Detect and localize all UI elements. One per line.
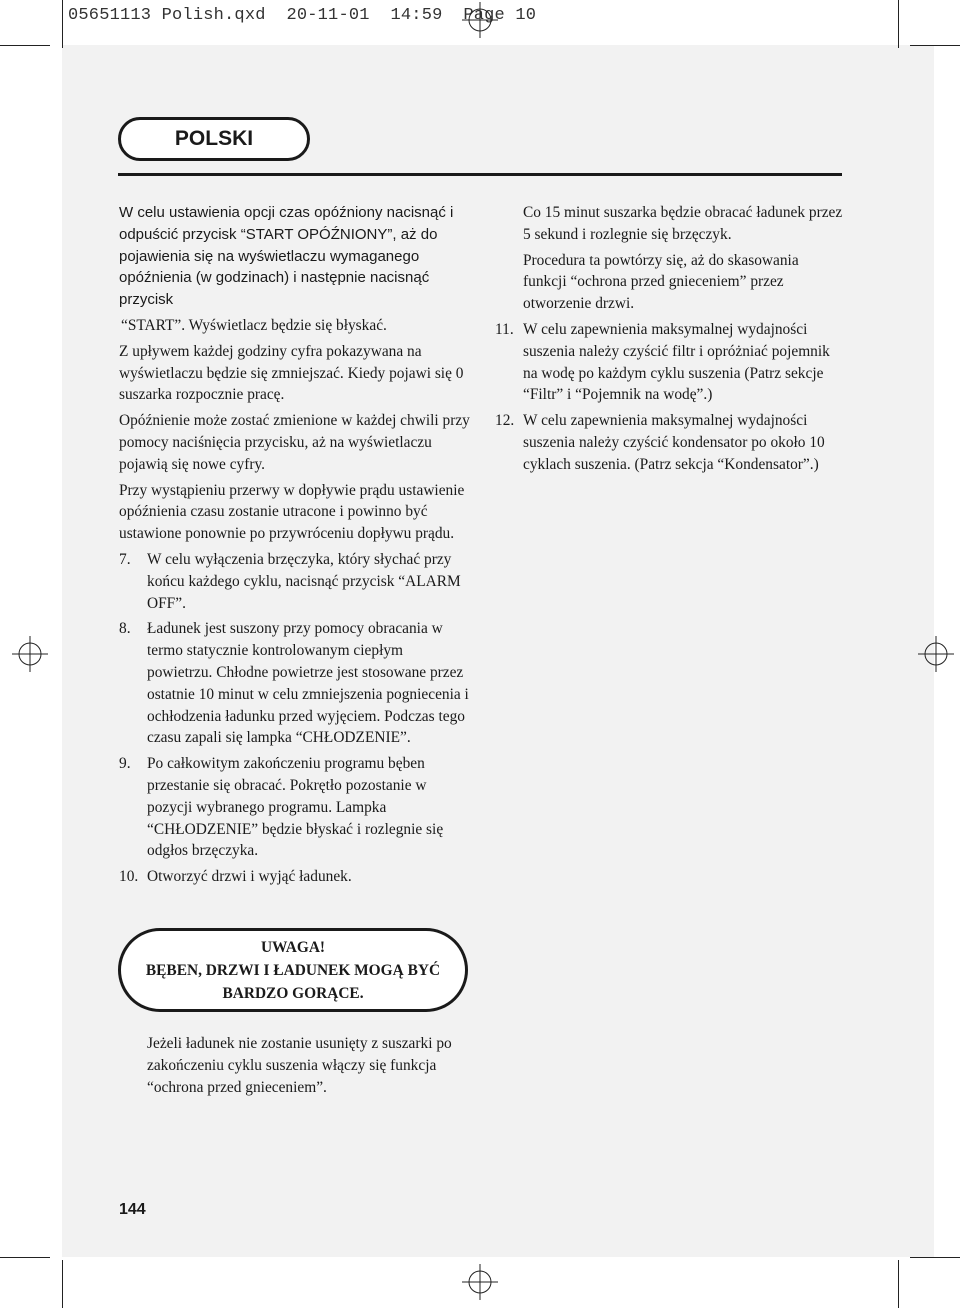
crop-mark-bottom-left-v	[62, 1260, 63, 1308]
registration-mark-bottom-icon	[462, 1264, 498, 1300]
intro-paragraph: W celu ustawienia opcji czas opóźniony nacisnąć i odpuścić przycisk “START OPÓŹNIONY”, aż do pojawienia się na wyświetlaczu wymaganego opóźnienia (w godzinach) i następnie nacisnąć przycisk	[119, 204, 454, 309]
registration-mark-top-icon	[462, 2, 498, 38]
crop-mark-top-left-v	[62, 0, 63, 48]
list-item-number: 7.	[119, 550, 131, 568]
left-column	[119, 202, 471, 892]
list-item	[495, 410, 845, 475]
list-item	[119, 753, 471, 862]
slug-page: Page 10	[463, 6, 537, 25]
title-rule	[118, 173, 842, 176]
crop-mark-top-left-h	[0, 45, 50, 46]
crop-mark-bottom-right-h	[910, 1257, 960, 1258]
list-item-text: Po całkowitym zakończeniu programu bęben przestanie się obracać. Pokrętło pozostanie w pozycji wybranego programu. Lampka “CHŁODZENIE” będzie błyskać i rozlegnie się odgłos brzęczyka.	[147, 755, 444, 860]
slug-date: 20-11-01	[286, 6, 370, 25]
list-item	[119, 549, 471, 614]
list-item-number: 11.	[495, 320, 514, 338]
list-item-number: 10.	[119, 868, 139, 886]
registration-mark-right-icon	[918, 636, 954, 672]
list-item	[119, 866, 471, 888]
registration-mark-left-icon	[12, 636, 48, 672]
paragraph-change-delay: Opóźnienie może zostać zmienione w każdej chwili przy pomocy naciśnięcia przycisku, aż na wyświetlaczu pojawią się nowe cyfry.	[119, 412, 470, 473]
list-item-number: 9.	[119, 755, 131, 773]
list-item-text: W celu wyłączenia brzęczyka, który słychać przy końcu każdego cyklu, nacisnąć przycisk “ALARM OFF”.	[147, 550, 461, 612]
list-item	[495, 319, 845, 406]
warning-box	[118, 928, 468, 1012]
list-item	[119, 618, 471, 749]
crop-mark-bottom-left-h	[0, 1257, 50, 1258]
crop-mark-top-right-h	[910, 45, 960, 46]
paragraph-power-loss: Przy wystąpieniu przerwy w dopływie prądu ustawienie opóźnienia czasu zostanie utracone i powinno być ustawione ponownie po przywróceniu dopływu prądu.	[119, 481, 465, 543]
list-item-text: W celu zapewnienia maksymalnej wydajności suszenia należy czyścić kondensator po około 10 cyklach suszenia. (Patrz sekcja “Kondensator”.)	[523, 412, 825, 473]
crop-mark-top-right-v	[898, 0, 899, 48]
warning-line: BĘBEN, DRZWI I ŁADUNEK MOGĄ BYĆ	[145, 961, 441, 979]
warning-line: BARDZO GORĄCE.	[222, 984, 364, 1002]
page-number: 144	[119, 1201, 146, 1218]
list-item-text: Otworzyć drzwi i wyjąć ładunek.	[147, 868, 352, 886]
anti-crease-note: Jeżeli ładunek nie zostanie usunięty z suszarki po zakończeniu cyklu suszenia włączy się funkcja “ochrona przed gnieceniem”.	[147, 1035, 452, 1096]
right-column	[495, 202, 845, 480]
list-item-number: 12.	[495, 412, 515, 430]
paragraph-countdown: Z upływem każdej godziny cyfra pokazywana na wyświetlaczu będzie się zmniejszać. Kiedy pojawi się 0 suszarka rozpocznie pracę.	[119, 342, 464, 404]
intro-tail: “START”. Wyświetlacz będzie się błyskać.	[121, 316, 387, 334]
language-label: POLSKI	[118, 117, 310, 161]
list-item-text: Ładunek jest suszony przy pomocy obracania w termo statycznie kontrolowanym ciepłym powietrzu. Chłodne powietrze jest stosowane przez ostatnie 10 minut w celu zmniejszenia pogniecenia i ochłodzenia ładunku przed wyjęciem. Podczas tego czasu zapali się lampka “CHŁODZENIE”.	[147, 620, 469, 747]
crop-mark-bottom-right-v	[898, 1260, 899, 1308]
list-item-text: W celu zapewnienia maksymalnej wydajności suszenia należy czyścić filtr i opróżniać pojemnik na wodę po każdym cyklu suszenia (Patrz sekcje “Filtr” i “Pojemnik na wodę”.)	[523, 320, 830, 404]
warning-title: UWAGA!	[260, 938, 326, 956]
slug-filename: 05651113 Polish.qxd	[68, 6, 266, 25]
paragraph-repeat: Procedura ta powtórzy się, aż do skasowania funkcji “ochrona przed gnieceniem” przez otworzenie drzwi.	[523, 251, 799, 313]
paragraph-rotation: Co 15 minut suszarka będzie obracać ładunek przez 5 sekund i rozlegnie się brzęczyk.	[523, 204, 843, 243]
slug-time: 14:59	[390, 6, 443, 25]
list-item-number: 8.	[119, 620, 131, 638]
